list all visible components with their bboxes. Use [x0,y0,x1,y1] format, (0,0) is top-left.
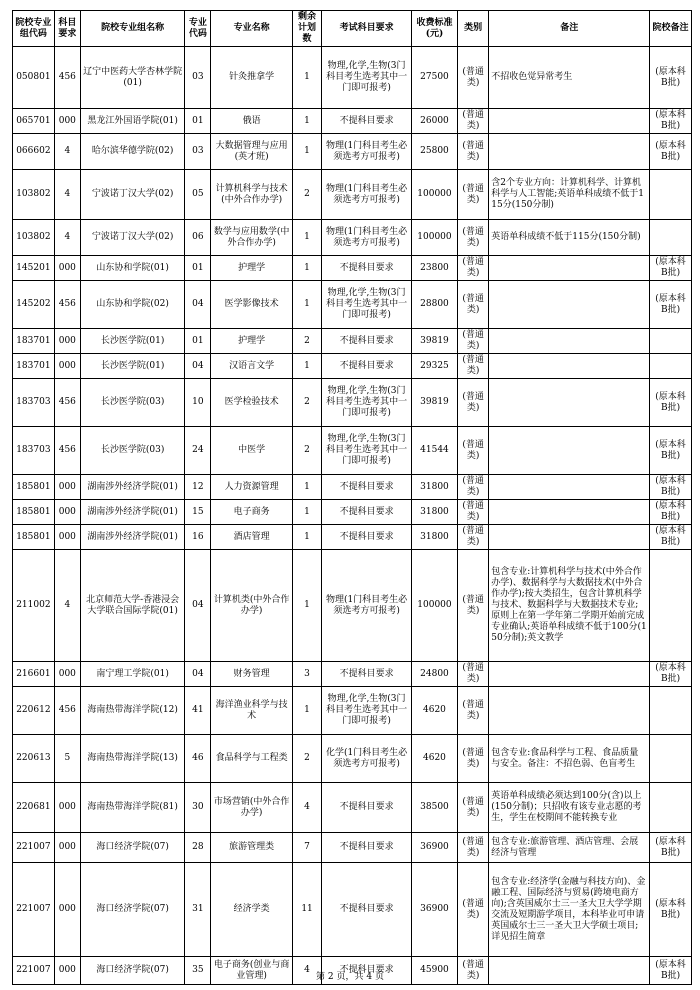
table-cell: 汉语言文学 [211,354,292,379]
table-cell: 黑龙江外国语学院(01) [80,109,184,134]
table-cell: 26000 [411,109,457,134]
table-cell: 不提科目要求 [322,354,412,379]
table-cell: 456 [54,281,80,329]
column-header: 备注 [489,11,650,47]
table-cell: 000 [54,957,80,985]
table-cell: 04 [185,550,211,662]
table-cell: 31800 [411,525,457,550]
column-header: 专业名称 [211,11,292,47]
table-cell: 4 [54,134,80,170]
table-cell: 000 [54,500,80,525]
table-cell [489,475,650,500]
table-cell: 包含专业:食品科学与工程、食品质量与安全。备注：不招色弱、色盲考生 [489,735,650,783]
column-header: 考试科目要求 [322,11,412,47]
table-cell: 10 [185,379,211,427]
table-cell [489,662,650,687]
table-cell: 216601 [13,662,55,687]
table-row [13,329,692,354]
table-cell: 46 [185,735,211,783]
table-row [13,281,692,329]
table-cell: (原本科B批) [650,833,692,863]
table-cell: 183701 [13,329,55,354]
table-cell: 03 [185,134,211,170]
table-cell: 185801 [13,525,55,550]
table-cell: (普通类) [457,220,488,256]
table-cell: 海南热带海洋学院(81) [80,783,184,833]
table-cell [489,329,650,354]
table-cell: 中医学 [211,427,292,475]
table-cell: 000 [54,863,80,957]
table-cell: 英语单科成绩不低于115分(150分制) [489,220,650,256]
table-cell: 03 [185,47,211,109]
table-cell: 1 [292,500,321,525]
table-cell: 1 [292,354,321,379]
table-cell: 酒店管理 [211,525,292,550]
table-cell: 000 [54,329,80,354]
table-cell: 2 [292,170,321,220]
table-cell: 物理,化学,生物(3门科目考生选考其中一门即可报考) [322,427,412,475]
table-cell: 31800 [411,475,457,500]
table-cell: 24800 [411,662,457,687]
table-cell [650,329,692,354]
table-cell: 1 [292,47,321,109]
table-cell: 俄语 [211,109,292,134]
table-cell: 长沙医学院(03) [80,379,184,427]
table-cell: 长沙医学院(01) [80,354,184,379]
table-cell: 宁波诺丁汉大学(02) [80,220,184,256]
table-cell: 1 [292,525,321,550]
table-cell: 11 [292,863,321,957]
table-cell: 221007 [13,863,55,957]
table-cell: (原本科B批) [650,525,692,550]
table-row [13,427,692,475]
table-cell: 000 [54,354,80,379]
table-row [13,833,692,863]
column-header: 科目要求 [54,11,80,47]
table-cell: 183703 [13,427,55,475]
table-cell: 04 [185,281,211,329]
table-cell: (原本科B批) [650,863,692,957]
table-cell: 数学与应用数学(中外合作办学) [211,220,292,256]
table-cell: (普通类) [457,783,488,833]
table-cell: 物理(1门科目考生必须选考方可报考) [322,134,412,170]
table-cell: 不提科目要求 [322,109,412,134]
table-cell: 2 [292,329,321,354]
table-cell: 海口经济学院(07) [80,863,184,957]
table-cell: 长沙医学院(01) [80,329,184,354]
admission-table [12,10,692,985]
column-header: 剩余计划数 [292,11,321,47]
table-cell: 4620 [411,687,457,735]
table-cell: 000 [54,833,80,863]
table-cell: 海南热带海洋学院(12) [80,687,184,735]
table-cell: 不招收色觉异常考生 [489,47,650,109]
table-cell [489,525,650,550]
table-cell [650,550,692,662]
table-cell: 山东协和学院(01) [80,256,184,281]
table-row [13,47,692,109]
table-cell: (普通类) [457,256,488,281]
table-cell: 1 [292,550,321,662]
table-cell: 大数据管理与应用(英才班) [211,134,292,170]
table-cell: 计算机科学与技术(中外合作办学) [211,170,292,220]
column-header: 院校专业组名称 [80,11,184,47]
table-cell: 电子商务(创业与商业管理) [211,957,292,985]
table-cell [489,256,650,281]
table-cell [650,735,692,783]
table-cell: 145201 [13,256,55,281]
table-cell: 1 [292,687,321,735]
table-cell: (普通类) [457,833,488,863]
table-cell: 01 [185,109,211,134]
table-cell: 山东协和学院(02) [80,281,184,329]
table-cell: 湖南涉外经济学院(01) [80,475,184,500]
table-cell: 物理(1门科目考生必须选考方可报考) [322,550,412,662]
table-cell: (普通类) [457,170,488,220]
table-cell: 15 [185,500,211,525]
table-cell: 湖南涉外经济学院(01) [80,525,184,550]
table-cell: 物理,化学,生物(3门科目考生选考其中一门即可报考) [322,687,412,735]
table-cell: 1 [292,475,321,500]
table-cell: (普通类) [457,957,488,985]
table-cell: 185801 [13,475,55,500]
table-cell: 不提科目要求 [322,256,412,281]
page-footer: 第 2 页，共 4 页 [316,972,384,982]
table-cell: 化学(1门科目考生必须选考方可报考) [322,735,412,783]
table-row [13,170,692,220]
table-cell: 000 [54,109,80,134]
table-cell: 065701 [13,109,55,134]
table-row [13,256,692,281]
table-cell: 英语单科成绩必须达到100分(含)以上(150分制)；只招收有该专业志愿的考生，学生在校期间不能转换专业 [489,783,650,833]
table-cell: 05 [185,170,211,220]
table-cell: (原本科B批) [650,662,692,687]
table-cell: (普通类) [457,500,488,525]
table-cell: 103802 [13,220,55,256]
table-cell: 1 [292,220,321,256]
table-cell: 物理,化学,生物(3门科目考生选考其中一门即可报考) [322,47,412,109]
table-cell: 市场营销(中外合作办学) [211,783,292,833]
table-cell: 宁波诺丁汉大学(02) [80,170,184,220]
table-cell: 000 [54,783,80,833]
table-cell: (原本科B批) [650,281,692,329]
table-cell [650,170,692,220]
table-cell: 100000 [411,170,457,220]
table-cell: 物理(1门科目考生必须选考方可报考) [322,170,412,220]
table-cell: 16 [185,525,211,550]
table-cell: 456 [54,379,80,427]
table-cell: 医学影像技术 [211,281,292,329]
table-cell: 36900 [411,833,457,863]
table-row [13,500,692,525]
table-cell: 1 [292,134,321,170]
table-cell: 辽宁中医药大学杏林学院(01) [80,47,184,109]
table-cell: (原本科B批) [650,475,692,500]
table-cell: (普通类) [457,354,488,379]
table-row [13,863,692,957]
table-cell: 4 [292,957,321,985]
table-row [13,379,692,427]
table-row [13,109,692,134]
table-cell: 不提科目要求 [322,329,412,354]
table-cell: 财务管理 [211,662,292,687]
table-cell: 物理(1门科目考生必须选考方可报考) [322,220,412,256]
table-body [13,47,692,985]
table-cell: 1 [292,256,321,281]
table-cell: 103802 [13,170,55,220]
table-cell: 海南热带海洋学院(13) [80,735,184,783]
table-cell: 4 [292,783,321,833]
table-cell: 185801 [13,500,55,525]
table-cell: (普通类) [457,109,488,134]
table-cell: 海口经济学院(07) [80,957,184,985]
table-cell: (原本科B批) [650,109,692,134]
table-row [13,687,692,735]
table-cell [489,500,650,525]
table-row [13,354,692,379]
column-header: 专业代码 [185,11,211,47]
table-cell: 04 [185,354,211,379]
table-cell: 220613 [13,735,55,783]
table-cell: 长沙医学院(03) [80,427,184,475]
table-cell: 湖南涉外经济学院(01) [80,500,184,525]
table-row [13,475,692,500]
table-cell [489,427,650,475]
table-row [13,525,692,550]
table-cell: 23800 [411,256,457,281]
table-cell: 食品科学与工程类 [211,735,292,783]
table-cell: (原本科B批) [650,957,692,985]
table-cell: 1 [292,109,321,134]
table-cell: (普通类) [457,687,488,735]
table-cell [489,134,650,170]
table-cell: 12 [185,475,211,500]
table-cell: 2 [292,735,321,783]
table-cell: (普通类) [457,47,488,109]
table-cell: (普通类) [457,475,488,500]
column-header: 收费标准(元) [411,11,457,47]
table-cell: 不提科目要求 [322,957,412,985]
table-cell: (普通类) [457,134,488,170]
table-row [13,550,692,662]
table-cell: 183701 [13,354,55,379]
table-cell: 不提科目要求 [322,500,412,525]
table-cell: 100000 [411,220,457,256]
table-cell: 24 [185,427,211,475]
table-row [13,662,692,687]
table-cell [489,354,650,379]
table-cell: 29325 [411,354,457,379]
table-cell: 7 [292,833,321,863]
table-cell: 45900 [411,957,457,985]
table-cell: 35 [185,957,211,985]
table-row [13,134,692,170]
table-cell: 针灸推拿学 [211,47,292,109]
table-cell: 海洋渔业科学与技术 [211,687,292,735]
table-cell: (原本科B批) [650,500,692,525]
table-cell: 28 [185,833,211,863]
table-cell: 计算机类(中外合作办学) [211,550,292,662]
table-cell: 41 [185,687,211,735]
table-cell: 36900 [411,863,457,957]
table-cell: (原本科B批) [650,256,692,281]
table-cell: 不提科目要求 [322,662,412,687]
table-cell: 物理,化学,生物(3门科目考生选考其中一门即可报考) [322,281,412,329]
table-cell: 4 [54,170,80,220]
table-cell: 3 [292,662,321,687]
table-cell: 哈尔滨华德学院(02) [80,134,184,170]
table-cell: 电子商务 [211,500,292,525]
table-cell [489,687,650,735]
table-cell: (普通类) [457,281,488,329]
table-cell: (原本科B批) [650,134,692,170]
table-cell: 456 [54,47,80,109]
column-header: 院校备注 [650,11,692,47]
table-cell: 06 [185,220,211,256]
table-cell: 护理学 [211,256,292,281]
table-cell [650,687,692,735]
table-cell: 000 [54,662,80,687]
table-row [13,783,692,833]
table-cell: (原本科B批) [650,427,692,475]
table-cell: 220681 [13,783,55,833]
table-cell: 5 [54,735,80,783]
table-cell: 南宁理工学院(01) [80,662,184,687]
table-cell: 含2个专业方向：计算机科学、计算机科学与人工智能;英语单科成绩不低于115分(150分制) [489,170,650,220]
table-cell: 183703 [13,379,55,427]
table-cell: 220612 [13,687,55,735]
table-cell: 包含专业:计算机科学与技术(中外合作办学)、数据科学与大数据技术(中外合作办学);按大类招生，包含计算机科学与技术、数据科学与大数据技术专业;原则上在第一学年第二学期开始前完成专业确认;英语单科成绩不低于100分(150分制);英文教学 [489,550,650,662]
table-cell: 30 [185,783,211,833]
table-cell: 包含专业:经济学(金融与科技方向)、金融工程、国际经济与贸易(跨境电商方向);含英国威尔士三一圣大卫大学学期交流及短期游学项目，本科毕业可申请英国威尔士三一圣大卫大学硕士项目;详见招生简章 [489,863,650,957]
table-cell: 2 [292,427,321,475]
table-cell: 经济学类 [211,863,292,957]
table-cell: 不提科目要求 [322,475,412,500]
table-cell: 物理,化学,生物(3门科目考生选考其中一门即可报考) [322,379,412,427]
table-cell [650,354,692,379]
table-cell: 39819 [411,329,457,354]
table-cell: 38500 [411,783,457,833]
table-cell: 221007 [13,833,55,863]
table-cell: 145202 [13,281,55,329]
table-cell: 2 [292,379,321,427]
table-cell: 04 [185,662,211,687]
table-cell: 456 [54,687,80,735]
table-cell: 不提科目要求 [322,833,412,863]
table-cell: (原本科B批) [650,379,692,427]
table-cell: 28800 [411,281,457,329]
table-cell: 1 [292,281,321,329]
table-cell: 4 [54,220,80,256]
table-cell: 066602 [13,134,55,170]
table-cell: (普通类) [457,525,488,550]
table-cell: 25800 [411,134,457,170]
table-cell: (普通类) [457,863,488,957]
table-header-row [13,11,692,47]
table-row [13,735,692,783]
table-cell: 人力资源管理 [211,475,292,500]
table-cell: 100000 [411,550,457,662]
table-cell: (普通类) [457,735,488,783]
table-cell: 31800 [411,500,457,525]
table-cell [489,379,650,427]
table-cell: (原本科B批) [650,47,692,109]
table-cell: 旅游管理类 [211,833,292,863]
table-cell: 050801 [13,47,55,109]
table-cell: (普通类) [457,329,488,354]
table-cell: 39819 [411,379,457,427]
table-cell: (普通类) [457,427,488,475]
table-cell: 41544 [411,427,457,475]
table-cell: 000 [54,475,80,500]
table-cell: 北京师范大学-香港浸会大学联合国际学院(01) [80,550,184,662]
table-cell [489,109,650,134]
table-cell: 海口经济学院(07) [80,833,184,863]
column-header: 院校专业组代码 [13,11,55,47]
table-cell: 4 [54,550,80,662]
table-cell [489,281,650,329]
table-cell: 4620 [411,735,457,783]
table-cell: 01 [185,329,211,354]
table-cell: 000 [54,525,80,550]
table-cell [650,220,692,256]
table-row [13,220,692,256]
table-cell: 不提科目要求 [322,783,412,833]
table-cell: (普通类) [457,662,488,687]
table-cell: 31 [185,863,211,957]
table-cell [650,783,692,833]
column-header: 类别 [457,11,488,47]
table-cell: 211002 [13,550,55,662]
table-cell: 221007 [13,957,55,985]
table-cell: 护理学 [211,329,292,354]
table-cell: 000 [54,256,80,281]
table-cell: (普通类) [457,550,488,662]
table-cell: 包含专业:旅游管理、酒店管理、会展经济与管理 [489,833,650,863]
table-cell: 医学检验技术 [211,379,292,427]
table-cell: 01 [185,256,211,281]
table-cell: 不提科目要求 [322,863,412,957]
table-cell: (普通类) [457,379,488,427]
table-cell: 不提科目要求 [322,525,412,550]
table-cell: 27500 [411,47,457,109]
table-cell: 456 [54,427,80,475]
